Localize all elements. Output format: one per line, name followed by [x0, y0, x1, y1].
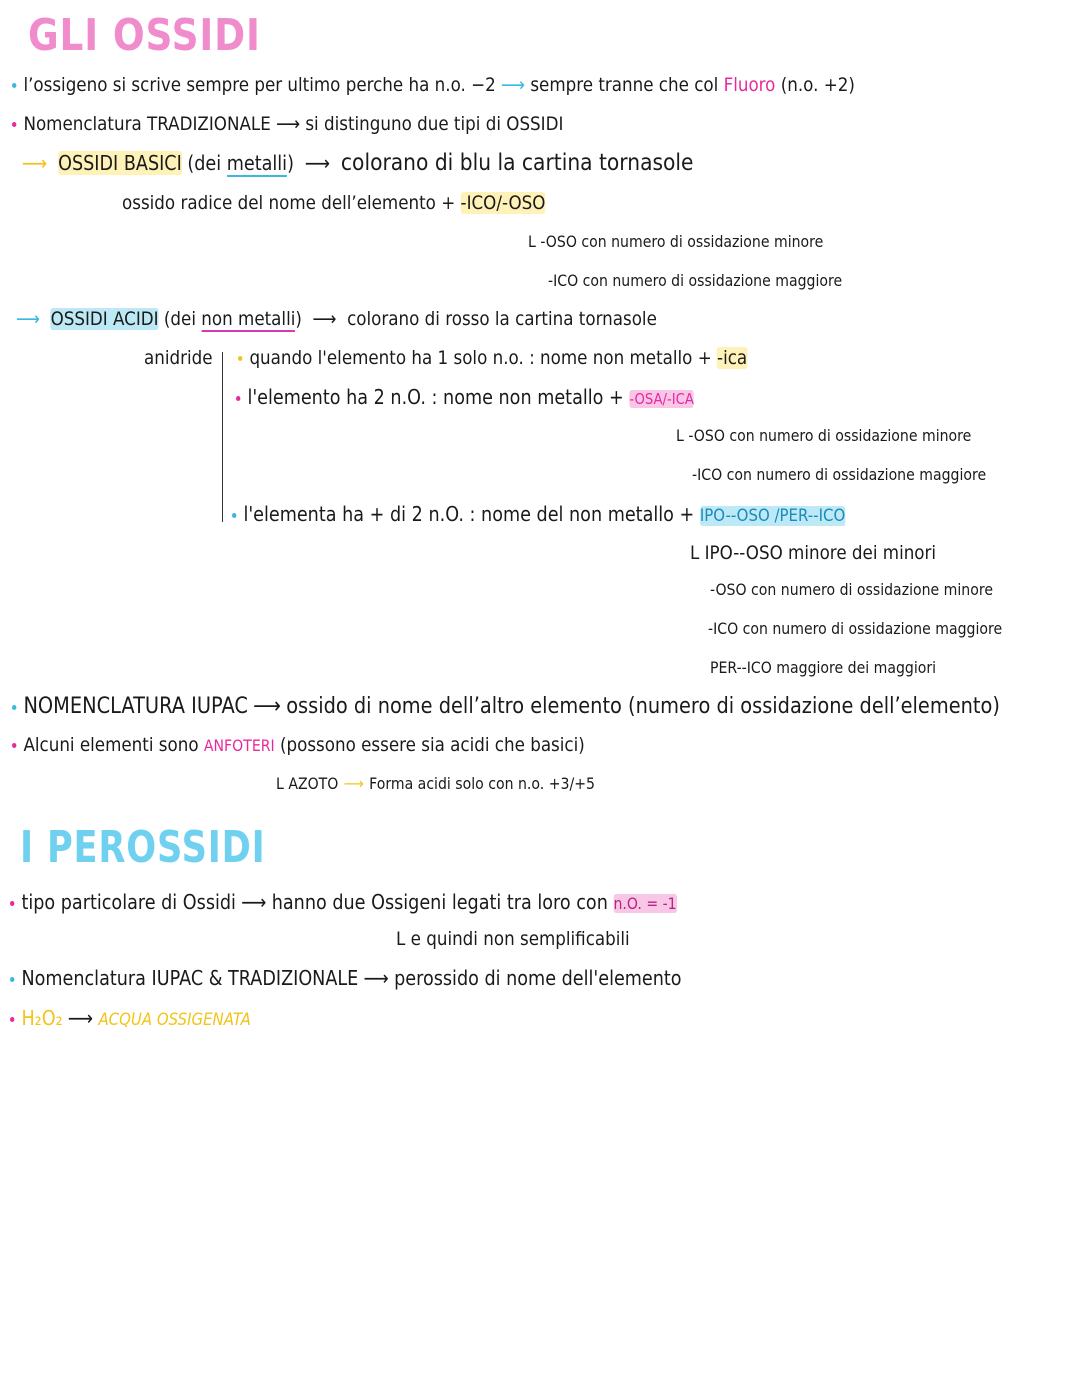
fluoro-highlight: Fluoro: [723, 74, 776, 96]
acidi-case2-sub-ico: -ICO con numero di ossidazione maggiore: [692, 465, 987, 484]
azoto-line: L AZOTO ⟶ Forma acidi solo con n.o. +3/+5: [276, 774, 595, 793]
note-line-tradizionale: Nomenclatura TRADIZIONALE ⟶ si distinguno due tipi di OSSIDI: [12, 113, 563, 135]
anfoteri-highlight: ANFOTERI: [203, 736, 275, 755]
arrow-icon: ⟶: [501, 74, 526, 96]
bullet-dot: [12, 705, 16, 710]
bullet-dot: [10, 977, 14, 982]
anidride-label: anidride: [144, 347, 213, 369]
bullet-dot: [10, 901, 14, 906]
no-highlight: n.O. = -1: [613, 894, 677, 913]
bullet-dot: [236, 396, 240, 401]
arrow-icon: ⟶: [312, 308, 337, 330]
acidi-case-3: l'elementa ha + di 2 n.O. : nome del non metallo + IPO--OSO /PER--ICO: [232, 502, 845, 526]
anfoteri-line: Alcuni elementi sono ANFOTERI (possono essere sia acidi che basici): [12, 734, 585, 756]
arrow-icon: ⟶: [16, 308, 40, 330]
iupac-line: NOMENCLATURA IUPAC ⟶ ossido di nome dell’altro elemento (numero di ossidazione dell’elemento): [12, 694, 1000, 719]
arrow-icon: ⟶: [253, 694, 281, 719]
acidi-case3-sub-per: PER--ICO maggiore dei maggiori: [710, 658, 937, 677]
bullet-dot: [238, 356, 242, 361]
section-title-perossidi: I PEROSSIDI: [20, 822, 266, 873]
acidi-case-1: quando l'elemento ha 1 solo n.o. : nome non metallo + -ica: [238, 347, 747, 369]
basici-sub-oso: L -OSO con numero di ossidazione minore: [528, 232, 824, 251]
basici-formula: ossido radice del nome dell’elemento + -ICO/-OSO: [122, 192, 546, 214]
ossidi-acidi-line: ⟶ OSSIDI ACIDI (dei non metalli) ⟶ colorano di rosso la cartina tornasole: [16, 308, 657, 330]
arrow-icon: ⟶: [67, 1006, 94, 1030]
bullet-dot: [12, 83, 16, 88]
arrow-icon: ⟶: [304, 151, 331, 175]
bullet-dot: [10, 1017, 14, 1022]
basici-sub-ico: -ICO con numero di ossidazione maggiore: [548, 271, 843, 290]
ossidi-basici-label: OSSIDI BASICI: [58, 151, 182, 175]
acidi-case3-sub-oso: -OSO con numero di ossidazione minore: [710, 580, 993, 599]
note-line-ossigeno: l’ossigeno si scrive sempre per ultimo perche ha n.o. −2 ⟶ sempre tranne che col Fluoro (n.o. +2): [12, 74, 855, 96]
bullet-dot: [232, 513, 236, 518]
perossidi-line-1: tipo particolare di Ossidi ⟶ hanno due Ossigeni legati tra loro con n.O. = -1: [10, 890, 677, 914]
perossidi-line-3: H₂O₂ ⟶ ACQUA OSSIGENATA: [10, 1006, 251, 1030]
bullet-dot: [12, 743, 16, 748]
arrow-icon: ⟶: [363, 966, 389, 990]
arrow-icon: ⟶: [22, 151, 48, 175]
arrow-icon: ⟶: [276, 113, 301, 135]
bracket-line: [222, 352, 223, 522]
perossidi-line-2: Nomenclatura IUPAC & TRADIZIONALE ⟶ perossido di nome dell'elemento: [10, 966, 682, 990]
acidi-case3-sub-ico: -ICO con numero di ossidazione maggiore: [708, 619, 1003, 638]
section-title-ossidi: GLI OSSIDI: [28, 10, 261, 61]
perossidi-sub: L e quindi non semplificabili: [396, 928, 630, 950]
ossidi-basici-line: ⟶ OSSIDI BASICI (dei metalli) ⟶ colorano di blu la cartina tornasole: [22, 150, 694, 176]
acidi-case-2: l'elemento ha 2 n.O. : nome non metallo + -OSA/-ICA: [236, 385, 694, 409]
arrow-icon: ⟶: [241, 890, 267, 914]
bullet-dot: [12, 122, 16, 127]
arrow-icon: ⟶: [343, 774, 364, 793]
ossidi-acidi-label: OSSIDI ACIDI: [50, 308, 159, 330]
acidi-case2-sub-oso: L -OSO con numero di ossidazione minore: [676, 426, 972, 445]
acidi-case3-sub-ipo: L IPO--OSO minore dei minori: [690, 542, 937, 564]
